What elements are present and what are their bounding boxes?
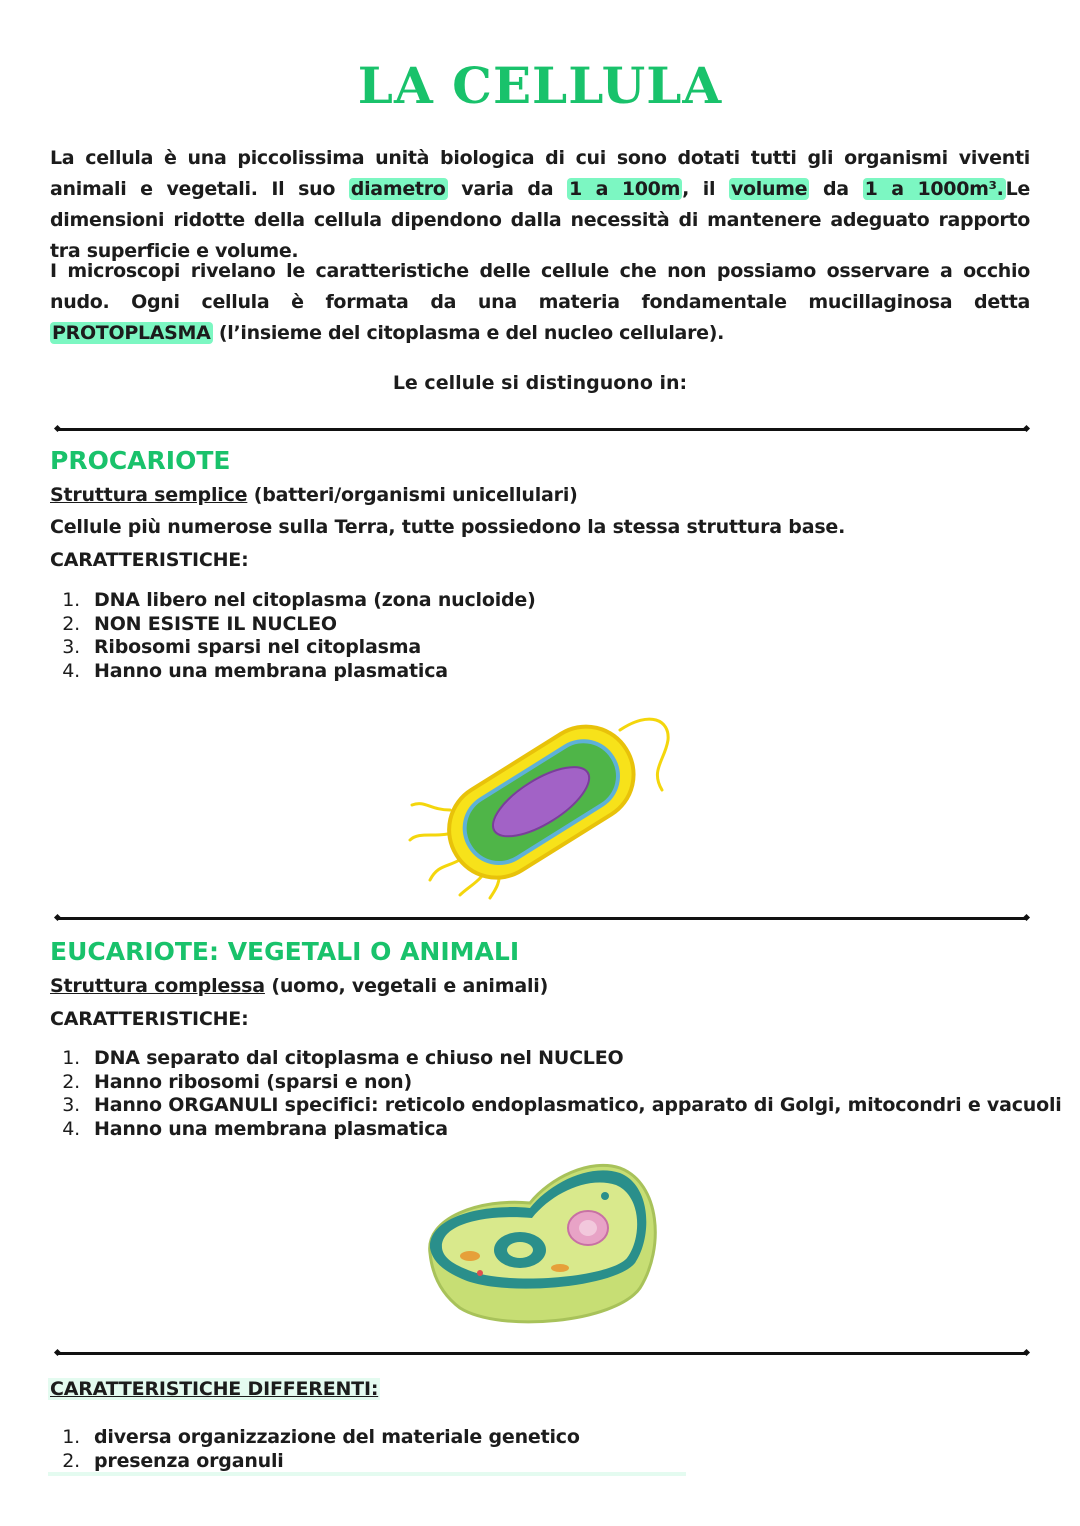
list-item: 4. Hanno una membrana plasmatica bbox=[62, 659, 448, 682]
list-item: 2. presenza organuli bbox=[62, 1449, 284, 1472]
highlight-bar bbox=[48, 1472, 686, 1476]
list-item: 1. DNA libero nel citoplasma (zona nucloide) bbox=[62, 589, 536, 611]
eukaryote-cell-illustration bbox=[420, 1158, 660, 1328]
highlight-volume: volume bbox=[730, 178, 808, 200]
list-item: 4. Hanno una membrana plasmatica bbox=[62, 1117, 448, 1140]
procariote-structure: Struttura semplice (batteri/organismi unicellulari) bbox=[50, 484, 578, 506]
list-item: 2. Hanno ribosomi (sparsi e non) bbox=[62, 1070, 412, 1093]
prokaryote-cell-illustration bbox=[400, 700, 680, 900]
differences-heading: CARATTERISTICHE DIFFERENTI: bbox=[50, 1378, 379, 1400]
divider bbox=[58, 1352, 1026, 1355]
list-item: 3. Ribosomi sparsi nel citoplasma bbox=[62, 636, 421, 658]
distinguish-text: Le cellule si distinguono in: bbox=[392, 372, 688, 394]
list-item: 3. Hanno ORGANULI specifici: reticolo endoplasmatico, apparato di Golgi, mitocondri e vacuoli bbox=[62, 1094, 1062, 1116]
list-item: 1. diversa organizzazione del materiale genetico bbox=[62, 1426, 580, 1448]
list-item: 2. NON ESISTE IL NUCLEO bbox=[62, 612, 337, 635]
highlight-diameter-range: 1 a 100m bbox=[568, 178, 681, 200]
highlight-diametro: diametro bbox=[350, 178, 446, 200]
page-title: LA CELLULA bbox=[357, 56, 723, 115]
intro-paragraph-1: La cellula è una piccolissima unità biologica di cui sono dotati tutti gli organismi viventi animali e vegetali. Il suo diametro varia da 1 a 100m , il volume da 1 a 1000m³. Le dimensioni ridotte della cellula dipendono dalla necessità di mantenere adeguato rapporto tra superficie e volume. bbox=[50, 147, 1030, 262]
highlight-protoplasma: PROTOPLASMA bbox=[52, 322, 211, 344]
divider bbox=[58, 428, 1026, 431]
eucariote-features-list bbox=[50, 1047, 1062, 1141]
eucariote-structure: Struttura complessa (uomo, vegetali e animali) bbox=[50, 975, 549, 997]
eucariote-features-label: CARATTERISTICHE: bbox=[50, 1008, 249, 1030]
intro-paragraph-2: I microscopi rivelano le caratteristiche delle cellule che non possiamo osservare a occhio nudo. Ogni cellula è formata da una materia fondamentale mucillaginosa detta PROTOPLASMA (l’insieme del citoplasma e del nucleo cellulare). bbox=[50, 260, 1030, 344]
eucariote-heading: EUCARIOTE: VEGETALI O ANIMALI bbox=[50, 937, 520, 966]
procariote-heading: PROCARIOTE bbox=[50, 446, 231, 475]
procariote-features-list bbox=[50, 589, 536, 683]
highlight-volume-range: 1 a 1000m³. bbox=[864, 178, 1004, 200]
divider bbox=[58, 917, 1026, 920]
procariote-description: Cellule più numerose sulla Terra, tutte possiedono la stessa struttura base. bbox=[50, 516, 846, 538]
procariote-features-label: CARATTERISTICHE: bbox=[50, 549, 249, 571]
list-item: 1. DNA separato dal citoplasma e chiuso nel NUCLEO bbox=[62, 1047, 624, 1069]
differences-list bbox=[50, 1426, 580, 1473]
